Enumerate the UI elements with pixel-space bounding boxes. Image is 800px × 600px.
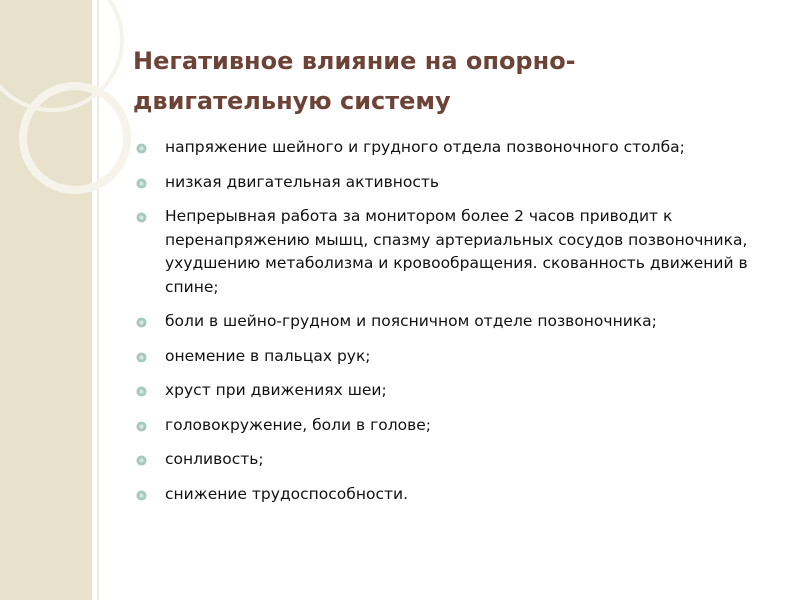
list-item-text: боли в шейно-грудном и поясничном отделе позвоночника; xyxy=(165,312,657,330)
list-item-text: Непрерывная работа за монитором более 2 часов приводит к перенапряжению мышц, спазму артериальных сосудов позвоночника, ухудшению метаболизма и кровообращения. скованность движений в спине; xyxy=(165,207,748,296)
bullet-circle-icon xyxy=(136,421,147,432)
bullet-circle-icon xyxy=(136,143,147,154)
slide-title: Негативное влияние на опорно-двигательную систему xyxy=(133,47,576,115)
list-item-text: напряжение шейного и грудного отдела позвоночного столба; xyxy=(165,138,685,156)
list-item xyxy=(133,171,773,195)
bullet-circle-icon xyxy=(136,386,147,397)
bullet-circle-icon xyxy=(136,352,147,363)
list-item xyxy=(133,379,773,403)
bullet-circle-icon xyxy=(136,455,147,466)
list-item xyxy=(133,448,773,472)
list-item xyxy=(133,345,773,369)
list-item xyxy=(133,483,773,507)
list-item xyxy=(133,136,773,160)
list-item-text: низкая двигательная активность xyxy=(165,172,440,191)
bullet-circle-icon xyxy=(136,178,147,189)
list-item-text: головокружение, боли в голове; xyxy=(165,415,432,434)
list-item xyxy=(133,310,773,334)
bullet-circle-icon xyxy=(136,490,147,501)
bullet-circle-icon xyxy=(136,317,147,328)
list-item xyxy=(133,205,773,299)
list-item-text: снижение трудоспособности. xyxy=(165,484,409,503)
bullet-list xyxy=(133,136,773,517)
list-item-text: онемение в пальцах рук; xyxy=(165,346,371,365)
list-item-text: хруст при движениях шеи; xyxy=(165,381,387,399)
bullet-circle-icon xyxy=(136,212,147,223)
list-item-text: сонливость; xyxy=(165,450,264,468)
list-item xyxy=(133,414,773,438)
